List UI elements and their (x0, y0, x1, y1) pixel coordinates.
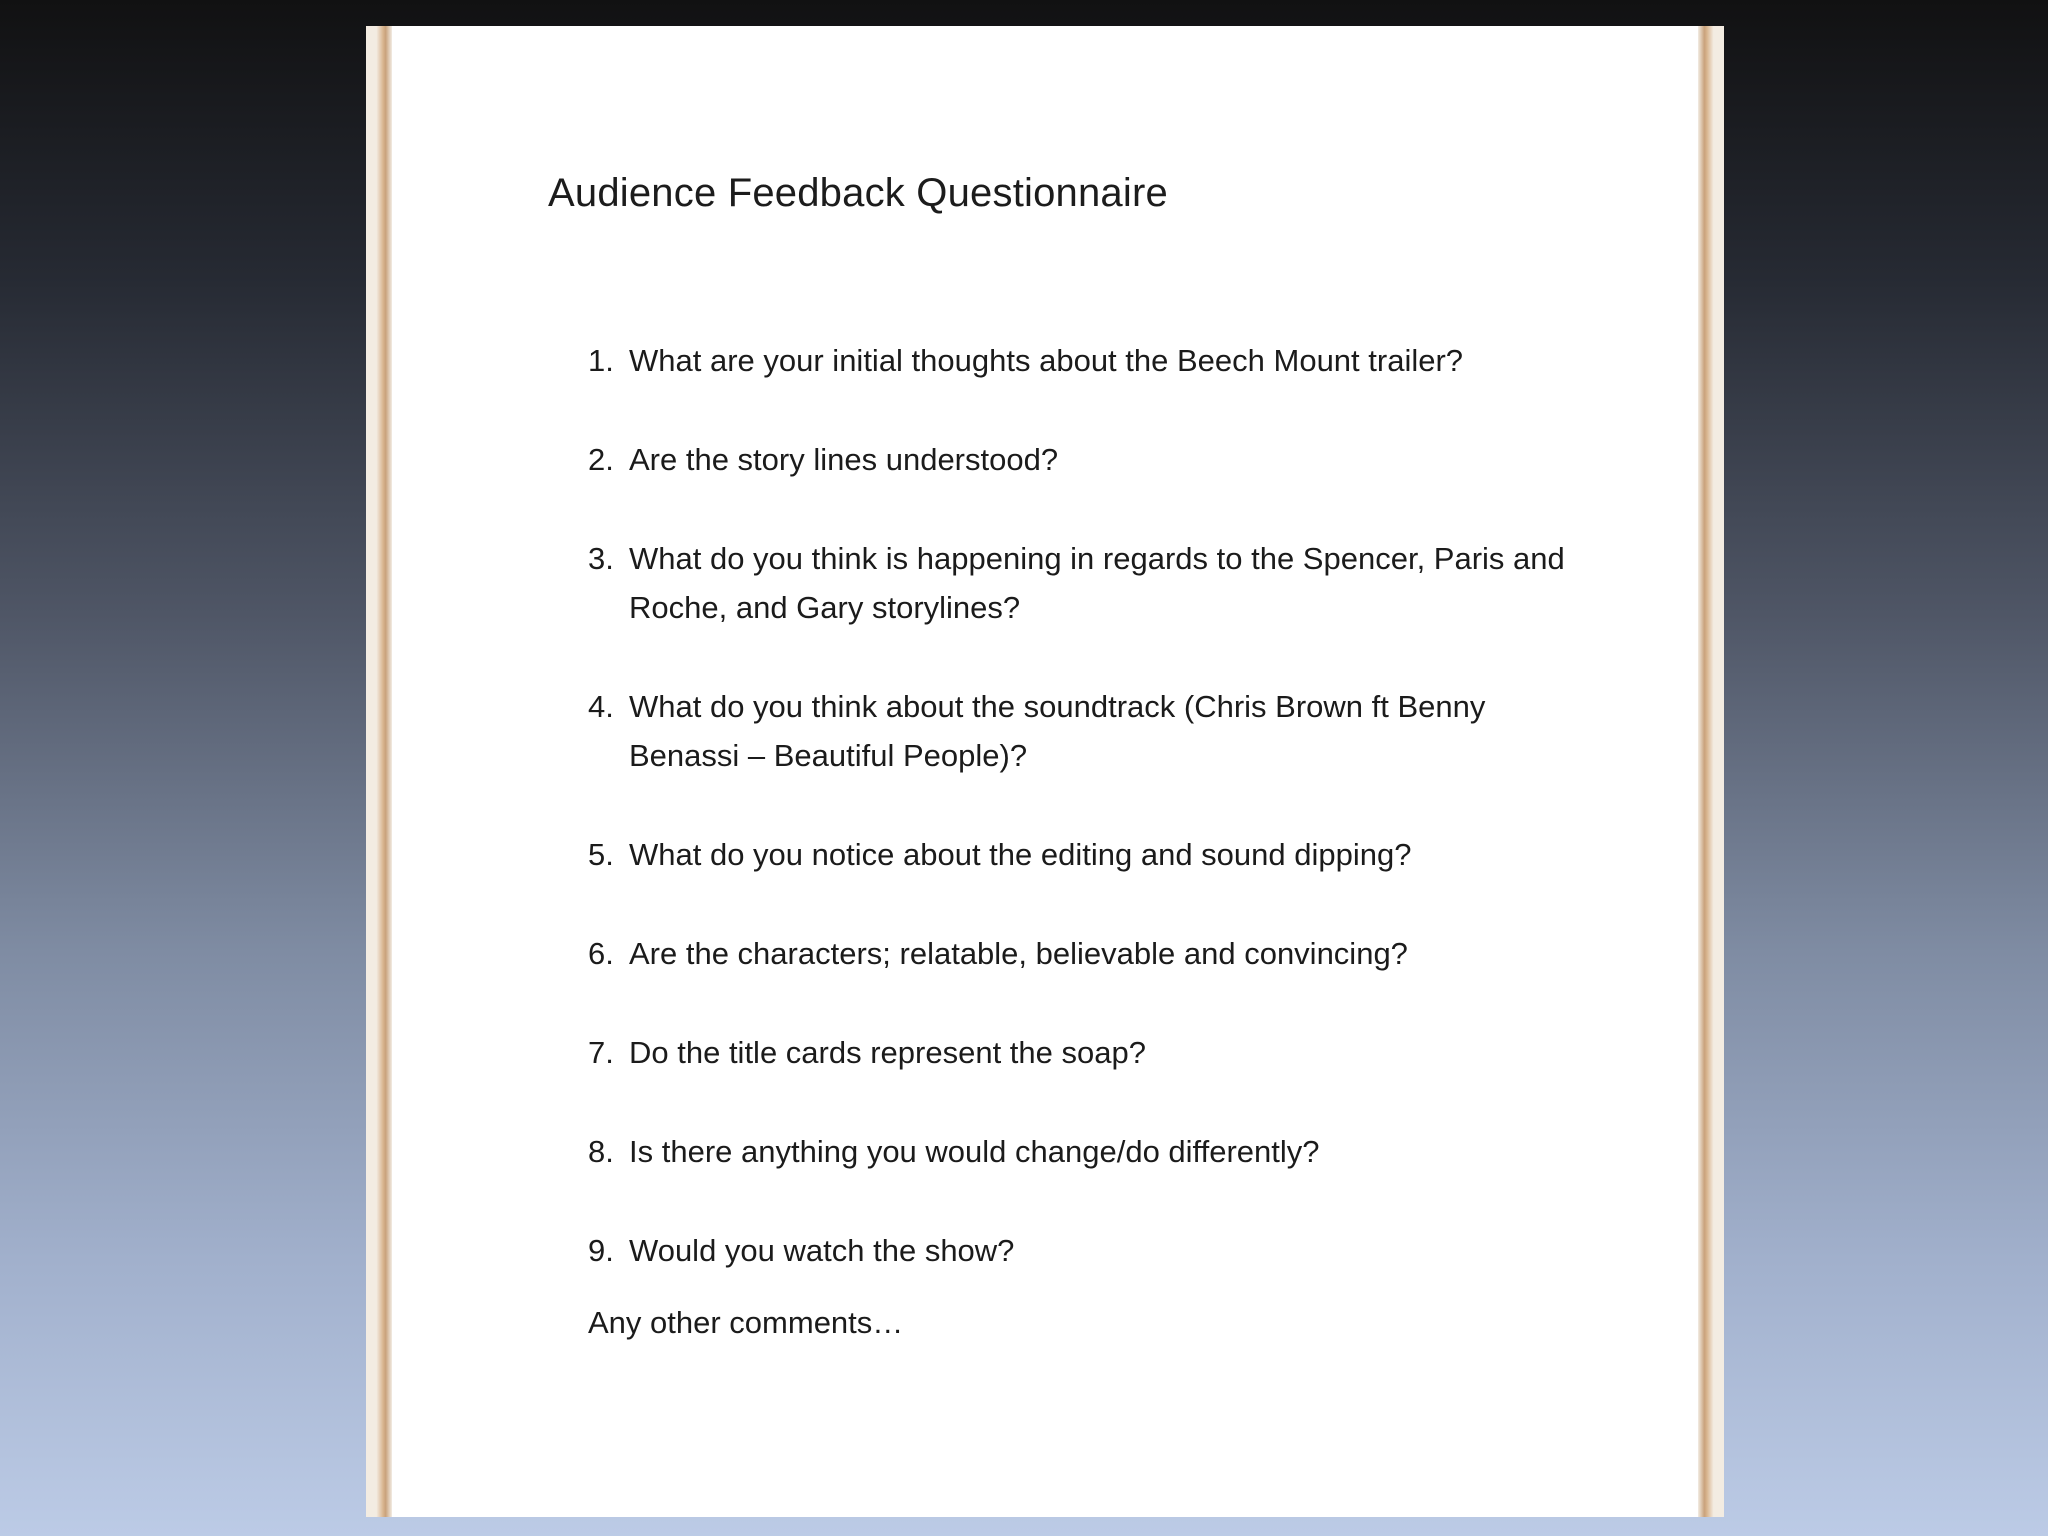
page-edge-left (376, 26, 392, 1517)
question-item (588, 534, 1578, 632)
question-list (588, 336, 1578, 1325)
question-item (588, 1127, 1578, 1176)
question-number: 9. (588, 1233, 614, 1268)
question-item (588, 929, 1578, 978)
question-item (588, 682, 1578, 780)
question-item (588, 1028, 1578, 1077)
question-number: 2. (588, 442, 614, 477)
question-number: 7. (588, 1035, 614, 1070)
question-text: Are the story lines understood? (629, 442, 1059, 477)
question-number: 1. (588, 343, 614, 378)
question-text: Is there anything you would change/do differently? (629, 1134, 1320, 1169)
question-text: What do you think is happening in regards to the Spencer, Paris and Roche, and Gary storylines? (629, 541, 1565, 625)
question-number: 4. (588, 689, 614, 724)
document-page (392, 26, 1698, 1517)
question-item (588, 830, 1578, 879)
question-number: 5. (588, 837, 614, 872)
question-text: Do the title cards represent the soap? (629, 1035, 1146, 1070)
page-edge-right (1698, 26, 1714, 1517)
question-text: What do you notice about the editing and sound dipping? (629, 837, 1412, 872)
question-text: Would you watch the show? (629, 1233, 1015, 1268)
question-number: 6. (588, 936, 614, 971)
question-number: 8. (588, 1134, 614, 1169)
question-item (588, 336, 1578, 385)
document-frame (366, 26, 1724, 1517)
document-title: Audience Feedback Questionnaire (548, 171, 1168, 215)
question-item (588, 435, 1578, 484)
question-text: What are your initial thoughts about the Beech Mount trailer? (629, 343, 1464, 378)
question-text: Are the characters; relatable, believable and convincing? (629, 936, 1408, 971)
comments-prompt: Any other comments… (588, 1305, 904, 1340)
question-text: What do you think about the soundtrack (Chris Brown ft Benny Benassi – Beautiful People)? (629, 689, 1486, 773)
question-item (588, 1226, 1578, 1275)
question-number: 3. (588, 541, 614, 576)
